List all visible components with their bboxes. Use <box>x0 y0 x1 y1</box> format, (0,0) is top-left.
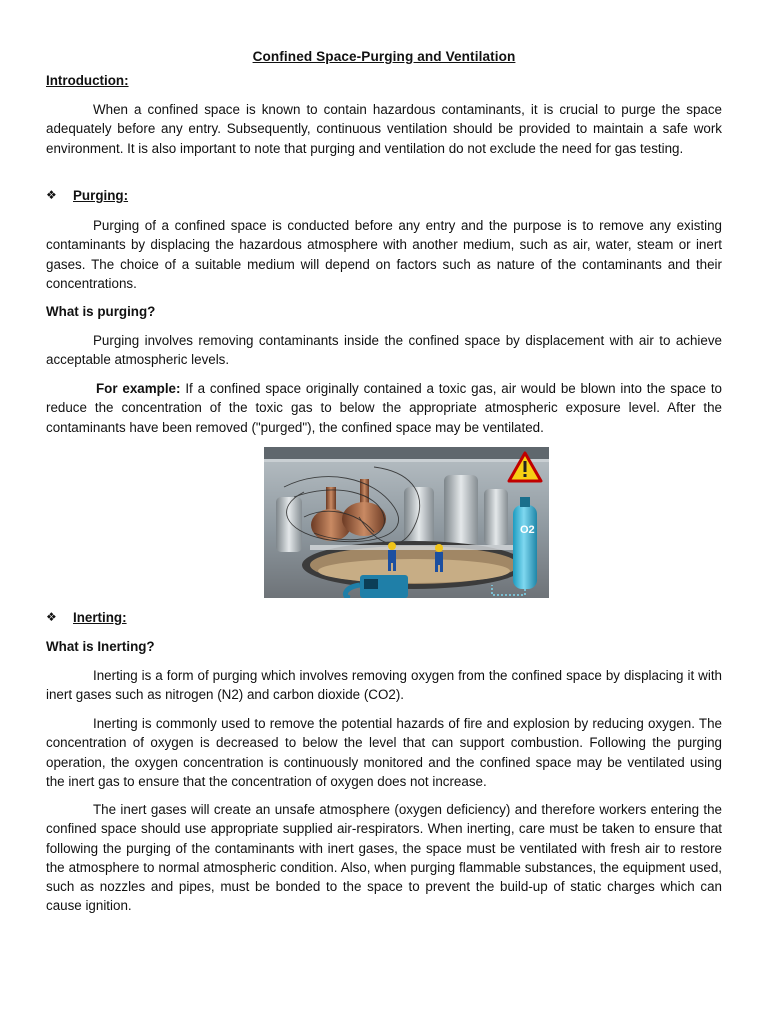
inerting-paragraph-2: Inerting is commonly used to remove the potential hazards of fire and explosion by reducing oxygen. The concentration of oxygen is decreased to below the level that can support combustion. Following the purging operation, the oxygen concentration is continuously monitored and the confined space may be ventilated using the inert gas to ensure that the concentration of oxygen does not increase. <box>46 716 722 789</box>
purging-definition-paragraph: Purging involves removing contaminants inside the confined space by displacement with air to achieve acceptable atmospheric levels. <box>46 333 722 368</box>
inerting-heading: Inerting: <box>73 610 127 625</box>
page-title: Confined Space-Purging and Ventilation <box>252 49 516 64</box>
purging-paragraph: Purging of a confined space is conducted before any entry and the purpose is to remove any existing contaminants by displacing the hazardous atmosphere with another medium, such as air, water, steam or inert gases. The choice of a suitable medium will depend on factors such as nature of the contaminants and their concentrations. <box>46 218 722 291</box>
purging-bullet-heading <box>46 186 722 205</box>
diamond-bullet-icon: ❖ <box>46 188 57 203</box>
confined-space-illustration <box>264 447 549 598</box>
what-is-inerting-heading: What is Inerting? <box>46 639 155 654</box>
intro-paragraph: When a confined space is known to contain hazardous contaminants, it is crucial to purge the space adequately before any entry. Subsequently, continuous ventilation should be provided to maintain a safe work environment. It is also important to note that purging and ventilation do not exclude the need for gas testing. <box>46 102 722 156</box>
example-label: For example: <box>96 381 181 396</box>
inerting-paragraph-3: The inert gases will create an unsafe atmosphere (oxygen deficiency) and therefore workers entering the confined space should use appropriate supplied air-respirators. When inerting, care must be taken to ensure that following the purging of the contaminants with inert gases, the space must be ventilated with fresh air to restore the atmosphere to normal atmospheric condition. Also, when purging flammable substances, the equipment used, such as nozzles and pipes, must be bonded to the space to prevent the build-up of static charges which can cause ignition. <box>46 802 722 914</box>
cylinder-label: O2 <box>520 524 535 536</box>
what-is-purging-heading: What is purging? <box>46 304 156 319</box>
purging-heading: Purging: <box>73 188 129 203</box>
diamond-bullet-icon: ❖ <box>46 610 57 625</box>
intro-heading: Introduction: <box>46 73 129 88</box>
purging-illustration-image <box>264 447 549 598</box>
inerting-paragraph-1: Inerting is a form of purging which involves removing oxygen from the confined space by displacing it with inert gases such as nitrogen (N2) and carbon dioxide (CO2). <box>46 668 722 703</box>
purging-example-paragraph <box>46 379 722 437</box>
example-text: If a confined space originally contained a toxic gas, air would be blown into the space to reduce the concentration of the toxic gas to below the appropriate atmospheric exposure level. After the contaminants have been removed ("purged"), the confined space may be ventilated. <box>46 381 722 435</box>
inerting-bullet-heading <box>46 608 722 627</box>
